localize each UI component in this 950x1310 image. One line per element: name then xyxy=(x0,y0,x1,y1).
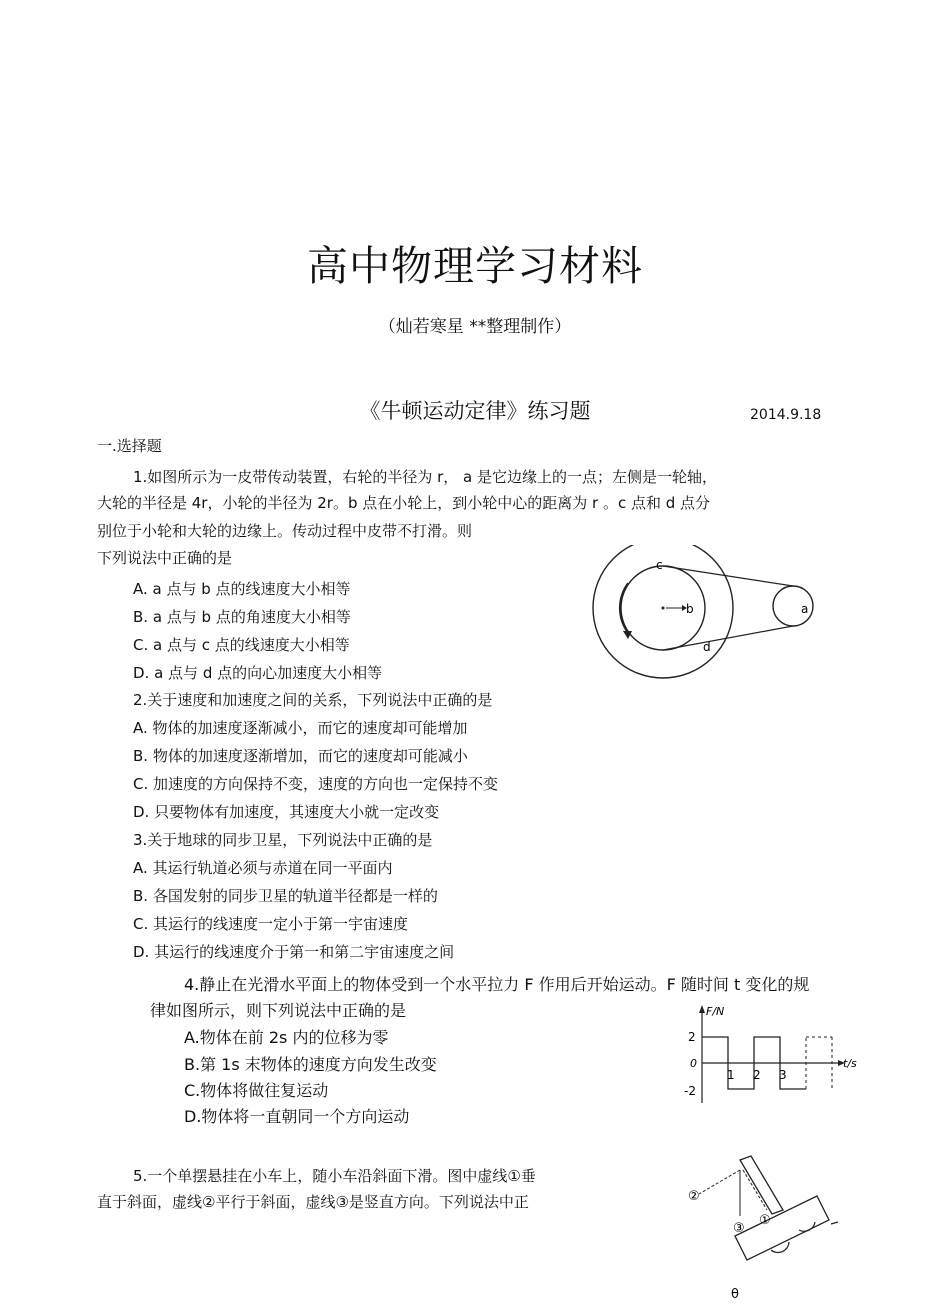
q3-option-a: A. 其运行轨道必须与赤道在同一平面内 xyxy=(133,859,393,877)
q1-label-a: a xyxy=(801,602,809,616)
q2-option-b: B. 物体的加速度逐渐增加，而它的速度却可能减小 xyxy=(133,747,468,765)
q4-option-d: D.物体将一直朝同一个方向运动 xyxy=(184,1107,410,1126)
q4-stem-line-2: 律如图所示，则下列说法中正确的是 xyxy=(150,1001,407,1020)
q4-option-c: C.物体将做往复运动 xyxy=(184,1081,329,1100)
q5-pendulum-figure xyxy=(685,1150,845,1305)
page-title: 高中物理学习材料 xyxy=(307,242,643,290)
q5-stem-line-2: 直于斜面，虚线②平行于斜面，虚线③是竖直方向。下列说法中正 xyxy=(97,1193,529,1211)
q5-label-theta: θ xyxy=(731,1287,739,1302)
q1-option-a: A. a 点与 b 点的线速度大小相等 xyxy=(133,580,351,598)
q4-option-b: B.第 1s 末物体的速度方向发生改变 xyxy=(184,1055,437,1074)
q5-label-2: ② xyxy=(688,1189,700,1204)
page-subtitle: （灿若寒星 **整理制作） xyxy=(378,317,572,337)
q4-option-a: A.物体在前 2s 内的位移为零 xyxy=(184,1028,389,1047)
q2-option-a: A. 物体的加速度逐渐减小，而它的速度却可能增加 xyxy=(133,719,468,737)
exam-title: 《牛顿运动定律》练习题 xyxy=(359,399,591,423)
q2-option-d: D. 只要物体有加速度，其速度大小就一定改变 xyxy=(133,803,440,821)
q5-stem-line-1: 5.一个单摆悬挂在小车上，随小车沿斜面下滑。图中虚线①垂 xyxy=(133,1167,536,1185)
q4-t-tick-1: 1 xyxy=(727,1068,735,1082)
q1-belt-figure xyxy=(590,545,830,685)
q1-stem-line-1: 1.如图所示为一皮带传动装置，右轮的半径为 r， a 是它边缘上的一点；左侧是一轮轴， xyxy=(133,468,717,486)
q1-stem-line-2: 大轮的半径是 4r，小轮的半径为 2r。b 点在小轮上，到小轮中心的距离为 r 。c 点和 d 点分 xyxy=(97,494,711,512)
q4-force-graph xyxy=(680,1003,865,1108)
q1-label-d: d xyxy=(703,640,711,654)
q4-tick-2: 2 xyxy=(688,1030,696,1044)
exam-date: 2014.9.18 xyxy=(750,407,822,423)
q1-label-b: b xyxy=(686,602,694,616)
q3-option-d: D. 其运行的线速度介于第一和第二宇宙速度之间 xyxy=(133,943,455,961)
q3-option-c: C. 其运行的线速度一定小于第一宇宙速度 xyxy=(133,915,409,933)
q3-option-b: B. 各国发射的同步卫星的轨道半径都是一样的 xyxy=(133,887,438,905)
q5-label-1: ① xyxy=(759,1213,771,1228)
q2-stem: 2.关于速度和加速度之间的关系，下列说法中正确的是 xyxy=(133,691,493,709)
q4-tick-0: 0 xyxy=(690,1057,697,1070)
q4-stem-line-1: 4.静止在光滑水平面上的物体受到一个水平拉力 F 作用后开始运动。F 随时间 t 变化的规 xyxy=(184,975,810,994)
q4-t-tick-3: 3 xyxy=(779,1068,787,1082)
q5-label-3: ③ xyxy=(733,1221,745,1236)
q1-option-c: C. a 点与 c 点的线速度大小相等 xyxy=(133,636,350,654)
q1-option-b: B. a 点与 b 点的角速度大小相等 xyxy=(133,608,351,626)
q1-stem-line-4: 下列说法中正确的是 xyxy=(97,549,233,567)
q3-stem: 3.关于地球的同步卫星，下列说法中正确的是 xyxy=(133,831,433,849)
q2-option-c: C. 加速度的方向保持不变，速度的方向也一定保持不变 xyxy=(133,775,499,793)
q4-t-tick-2: 2 xyxy=(753,1068,761,1082)
q4-y-label: F/N xyxy=(706,1005,725,1018)
q1-option-d: D. a 点与 d 点的向心加速度大小相等 xyxy=(133,664,383,682)
q4-tick-neg2: -2 xyxy=(684,1084,696,1098)
q4-x-label: t/s xyxy=(843,1057,857,1070)
q1-stem-line-3: 别位于小轮和大轮的边缘上。传动过程中皮带不打滑。则 xyxy=(97,522,473,540)
q1-label-c: c xyxy=(656,558,663,572)
section-heading: 一.选择题 xyxy=(97,437,162,455)
